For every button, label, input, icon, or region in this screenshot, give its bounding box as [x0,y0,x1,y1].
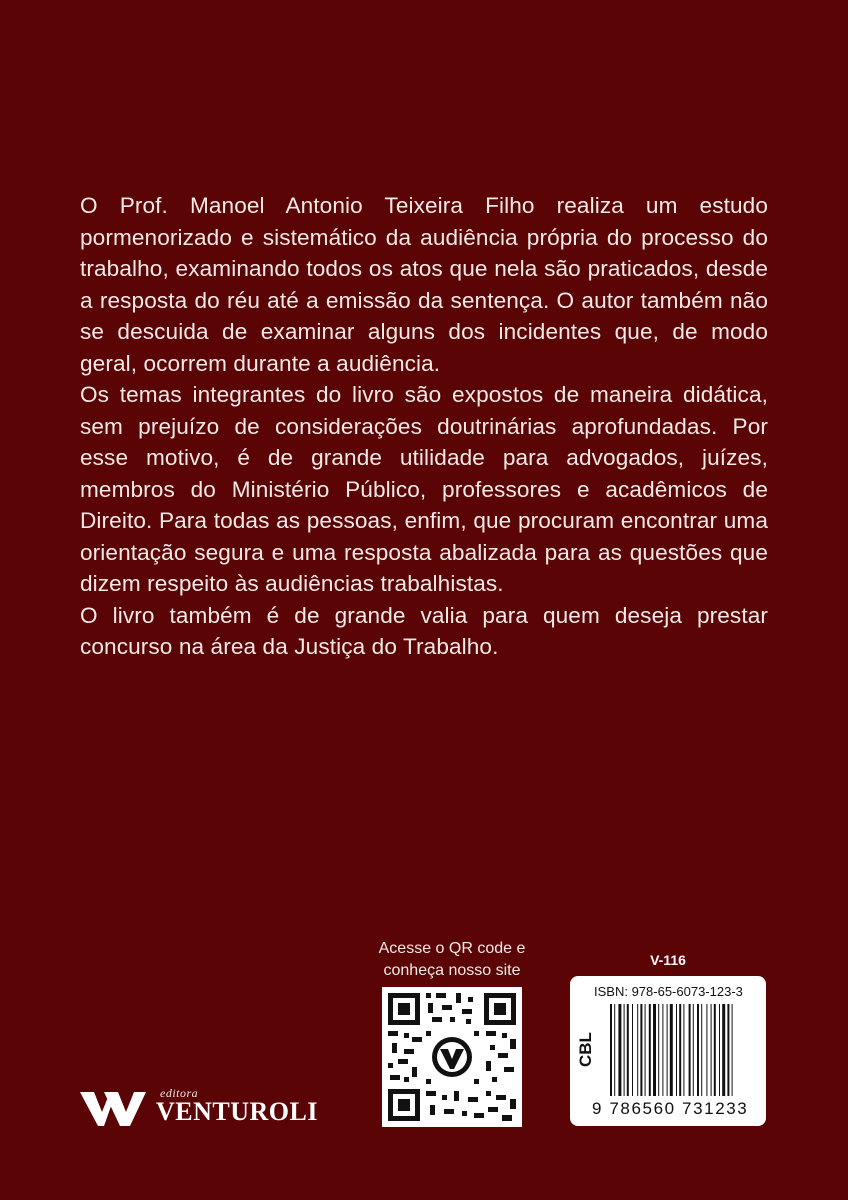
barcode-bar [711,1004,712,1096]
barcode-bar [658,1004,659,1096]
barcode-bar [719,1004,720,1096]
barcode-icon [610,1004,760,1098]
barcode-bar [722,1004,725,1096]
qr-caption-line-1: Acesse o QR code e [378,940,526,957]
barcode-bar [632,1004,633,1096]
qr-code[interactable] [382,987,522,1127]
barcode-bar [670,1004,673,1096]
barcode-bar [649,1004,651,1096]
barcode-bar [679,1004,681,1096]
barcode-bar [676,1004,677,1096]
qr-caption-line-2: conheça nosso site [383,962,521,979]
barcode-bar [706,1004,707,1096]
barcode-bar [637,1004,638,1096]
qr-code-icon [382,987,522,1127]
blurb-paragraph-1: O Prof. Manoel Antonio Teixeira Filho realiza um estudo pormenorizado e sistemático da audiência própria do processo do trabalho, examinando todos os atos que nela são praticados, desde a resposta do réu até a emissão da sentença. O autor também não se descuida de examinar alguns dos incidentes que, de modo geral, ocorrem durante a audiência. [80,193,768,376]
barcode-bar [653,1004,656,1096]
back-cover-blurb [80,190,768,663]
ean-number: 9 786560 731233 [592,1099,749,1118]
barcode-bar [640,1004,642,1096]
product-code: V-116 [650,952,686,968]
barcode-bar [689,1004,691,1096]
logo-name: VENTUROLI [156,1097,318,1126]
barcode-bar [693,1004,694,1096]
barcode-bar [645,1004,646,1096]
barcode-bar [614,1004,615,1096]
blurb-paragraph-3: O livro também é de grande valia para quem deseja prestar concurso na área da Justiça do Trabalho. [80,602,768,659]
logo-subtitle: editora [160,1086,199,1100]
barcode-bar [624,1004,625,1096]
barcode-bar [683,1004,684,1096]
barcode-bar [662,1004,663,1096]
barcode-bar [627,1004,629,1096]
barcode-bar [610,1004,612,1096]
isbn-label: ISBN: 978-65-6073-123-3 [594,984,743,999]
barcode-bar [727,1004,729,1096]
barcode-card [570,976,766,1126]
barcode-bar [701,1004,702,1096]
blurb-paragraph-2: Os temas integrantes do livro são expostos de maneira didática, sem prejuízo de considerações doutrinárias aprofundadas. Por esse motivo, é de grande utilidade para advogados, juízes, membros do Ministério Público, professores e acadêmicos de Direito. Para todas as pessoas, enfim, que procuram encontrar uma orientação segura e uma resposta abalizada para as questões que dizem respeito às audiências trabalhistas. [80,382,768,596]
barcode-bar [732,1004,733,1096]
barcode-bar [667,1004,668,1096]
cbl-logo: CBL [576,1032,595,1068]
barcode-bar [618,1004,621,1096]
barcode-bar [697,1004,699,1096]
barcode-bar [714,1004,716,1096]
qr-caption [366,938,538,982]
